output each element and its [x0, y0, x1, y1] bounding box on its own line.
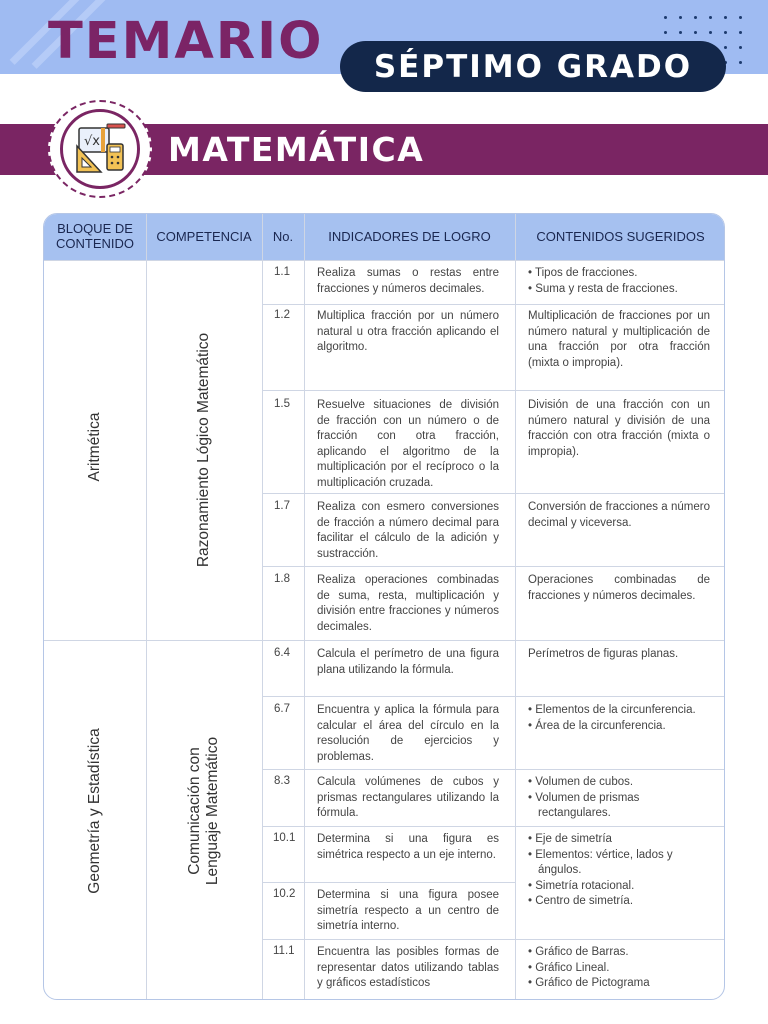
row-number: 10.1	[273, 832, 296, 844]
grid-line	[262, 882, 515, 883]
grid-line	[44, 640, 725, 641]
decorative-dot	[739, 61, 742, 64]
block-label: Geometría y Estadística	[86, 728, 103, 894]
contents-item: • Elementos: vértice, lados y ángulos.	[528, 848, 710, 879]
decorative-dot	[739, 16, 742, 19]
contents-item: • Área de la circunferencia.	[528, 719, 710, 735]
grid-line	[262, 390, 725, 391]
contents-text: Perímetros de figuras planas.	[528, 648, 679, 660]
indicator-text: Determina si una figura posee simetría respecto a un centro de simetría interno.	[317, 889, 499, 932]
contents-cell	[528, 775, 710, 822]
decorative-dot	[679, 16, 682, 19]
contents-text: División de una fracción con un número natural y división de una fracción con otra fracción (mixta o impropia).	[528, 399, 710, 458]
contents-item: • Suma y resta de fracciones.	[528, 282, 710, 298]
grid-line	[262, 696, 725, 697]
contents-item: • Volumen de cubos.	[528, 775, 710, 791]
svg-text:√x: √x	[84, 134, 100, 149]
indicator-text: Encuentra las posibles formas de representar datos utilizando tablas y gráficos estadísticos	[317, 946, 499, 989]
contents-item: • Tipos de fracciones.	[528, 266, 710, 282]
decorative-dot	[724, 46, 727, 49]
indicator-text: Realiza sumas o restas entre fracciones y números decimales.	[317, 267, 499, 295]
row-number: 1.2	[274, 309, 290, 321]
row-number: 1.1	[274, 266, 290, 278]
decorative-dot	[724, 31, 727, 34]
column-header: COMPETENCIA	[156, 228, 252, 244]
contents-item: • Centro de simetría.	[528, 894, 710, 910]
row-number: 8.3	[274, 775, 290, 787]
indicator-text: Calcula el perímetro de una figura plana utilizando la fórmula.	[317, 648, 499, 676]
decorative-dot	[694, 16, 697, 19]
contents-cell	[528, 703, 710, 734]
decorative-dot	[709, 16, 712, 19]
grid-line	[262, 566, 725, 567]
competency-label: Razonamiento Lógico Matemático	[195, 332, 212, 568]
indicator-text: Determina si una figura es simétrica respecto a un eje interno.	[317, 833, 499, 861]
subject-title: MATEMÁTICA	[168, 130, 425, 169]
grid-line	[262, 826, 725, 827]
indicator-text: Encuentra y aplica la fórmula para calcular el área del círculo en la resolución de ejercicios y problemas.	[317, 704, 499, 763]
page-title: TEMARIO	[48, 12, 324, 71]
row-number: 6.7	[274, 703, 290, 715]
decorative-dot	[709, 31, 712, 34]
decorative-dot	[664, 16, 667, 19]
contents-item: • Volumen de prismas rectangulares.	[528, 791, 710, 822]
decorative-dot	[664, 31, 667, 34]
grid-line	[515, 214, 516, 1000]
row-number: 10.2	[273, 888, 296, 900]
contents-item: • Gráfico de Barras.	[528, 945, 710, 961]
contents-cell	[528, 945, 710, 992]
decorative-dot	[724, 16, 727, 19]
column-header: CONTENIDOS SUGERIDOS	[536, 228, 705, 244]
grid-line	[262, 493, 725, 494]
row-number: 11.1	[273, 945, 295, 957]
indicator-text: Realiza operaciones combinadas de suma, resta, multiplicación y división entre fracciones y números decimales.	[317, 574, 499, 633]
grid-line	[262, 939, 725, 940]
decorative-dot	[694, 31, 697, 34]
contents-cell	[528, 266, 710, 297]
content-table	[43, 213, 725, 1000]
contents-item: • Gráfico Lineal.	[528, 961, 710, 977]
decorative-dot	[739, 46, 742, 49]
grid-line	[146, 214, 147, 1000]
indicator-text: Resuelve situaciones de división de fracción con un número o de fracción con otra fracción, aplicando el algoritmo de la multiplicación por el recíproco o la multiplicación cruzada.	[317, 399, 499, 489]
contents-item: • Gráfico de Pictograma	[528, 976, 710, 992]
subject-badge	[48, 100, 152, 198]
block-label: Aritmética	[86, 412, 103, 482]
contents-text: Multiplicación de fracciones por un número natural y multiplicación de una fracción por otra fracción (mixta o impropia).	[528, 310, 710, 369]
decorative-dot	[739, 31, 742, 34]
contents-cell	[528, 832, 710, 910]
math-tools-icon	[60, 109, 140, 189]
contents-item: • Elementos de la circunferencia.	[528, 703, 710, 719]
column-header: No.	[272, 228, 294, 244]
competency-label	[186, 737, 222, 885]
decorative-dot	[679, 31, 682, 34]
indicator-text: Calcula volúmenes de cubos y prismas rectangulares utilizando la fórmula.	[317, 776, 499, 819]
indicator-text: Multiplica fracción por un número natural u otra fracción aplicando el algoritmo.	[317, 310, 499, 353]
column-header: BLOQUE DE CONTENIDO	[56, 221, 134, 251]
grade-badge: SÉPTIMO GRADO	[340, 41, 726, 92]
indicator-text: Realiza con esmero conversiones de fracción a número decimal para facilitar el cálculo de la adición y sustracción.	[317, 501, 499, 560]
contents-item: • Simetría rotacional.	[528, 879, 710, 895]
column-header: INDICADORES DE LOGRO	[328, 228, 491, 244]
grid-line	[44, 260, 725, 261]
grid-line	[262, 304, 725, 305]
row-number: 1.7	[274, 500, 290, 512]
contents-text: Conversión de fracciones a número decimal y viceversa.	[528, 501, 710, 529]
contents-text: Operaciones combinadas de fracciones y números decimales.	[528, 574, 710, 602]
row-number: 6.4	[274, 647, 290, 659]
grid-line	[262, 769, 725, 770]
competency-label-line: Lenguaje Matemático	[204, 736, 221, 886]
competency-label-line: Comunicación con	[186, 747, 203, 875]
contents-item: • Eje de simetría	[528, 832, 710, 848]
row-number: 1.8	[274, 573, 290, 585]
row-number: 1.5	[274, 398, 290, 410]
